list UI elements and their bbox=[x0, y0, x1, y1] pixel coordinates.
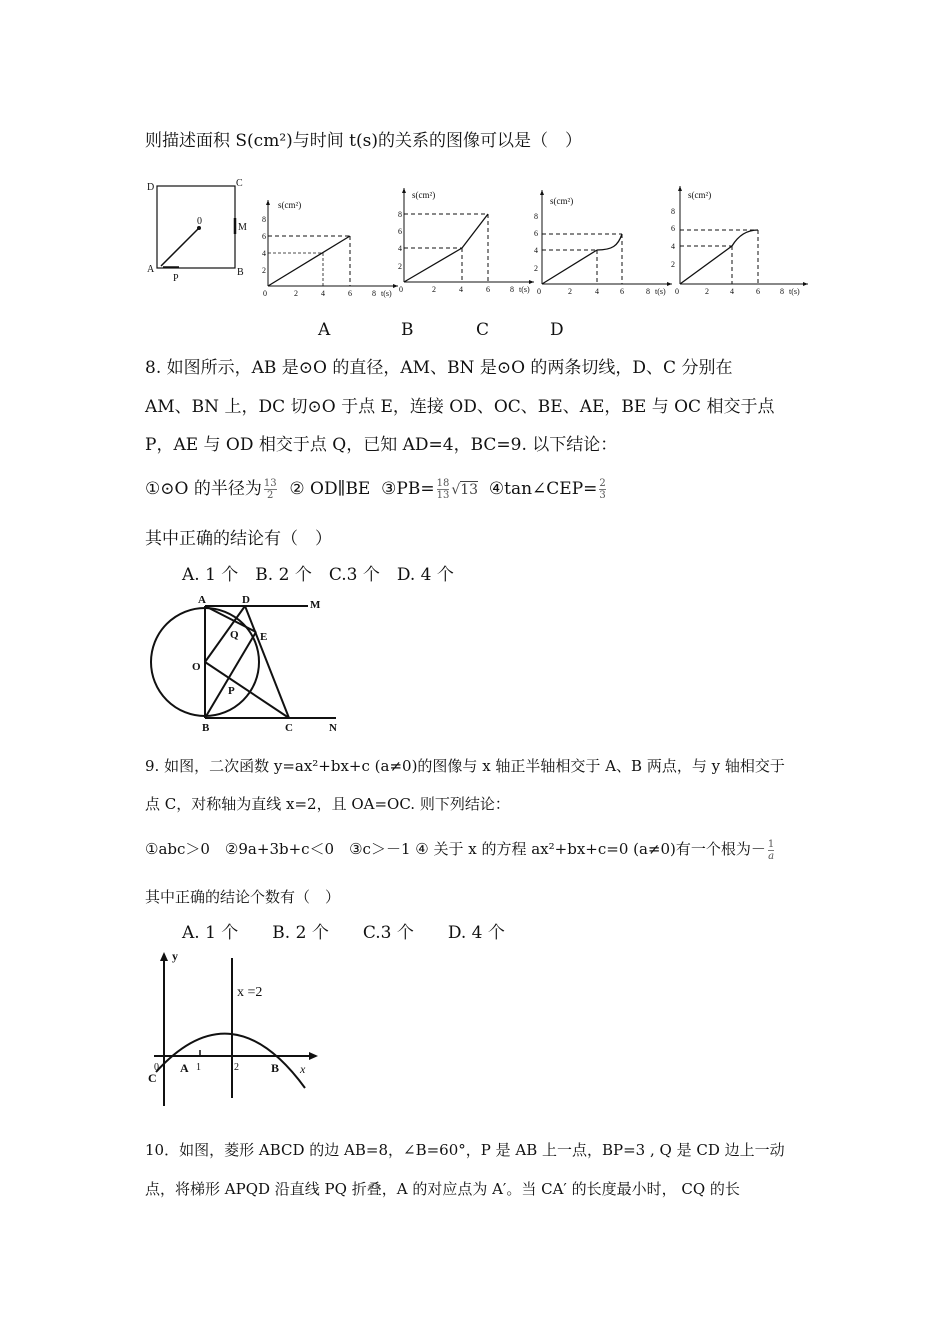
svg-text:6: 6 bbox=[486, 285, 490, 294]
svg-text:s(cm²): s(cm²) bbox=[412, 190, 436, 200]
svg-text:2: 2 bbox=[534, 264, 538, 273]
svg-text:4: 4 bbox=[671, 242, 675, 251]
svg-text:6: 6 bbox=[398, 227, 402, 236]
svg-text:t(s): t(s) bbox=[381, 289, 392, 298]
svg-text:B: B bbox=[202, 722, 210, 734]
fraction: $\frac{18}{13}$ bbox=[436, 478, 450, 501]
svg-text:t(s): t(s) bbox=[519, 285, 530, 294]
svg-text:t(s): t(s) bbox=[789, 287, 800, 296]
q9-line2: 点 C，对称轴为直线 x=2，且 OA=OC. 则下列结论： bbox=[145, 795, 510, 813]
svg-text:6: 6 bbox=[348, 289, 352, 298]
option-label-a: A bbox=[318, 320, 331, 340]
svg-text:C: C bbox=[285, 722, 293, 734]
q7-square-figure bbox=[145, 178, 255, 288]
label-C: C bbox=[236, 178, 243, 189]
svg-text:E: E bbox=[260, 631, 268, 643]
svg-text:2: 2 bbox=[398, 262, 402, 271]
q8-line2: AM、BN 上，DC 切⊙O 于点 E，连接 OD、OC、BE、AE，BE 与 OC 相交于点 bbox=[145, 397, 775, 417]
svg-text:0: 0 bbox=[263, 289, 267, 298]
svg-text:P: P bbox=[228, 685, 235, 697]
label-M: M bbox=[238, 222, 247, 233]
q8-conclusions: ①⊙O 的半径为 $\frac{13}{2}$ ② OD∥BE ③PB= $\frac{18}{13}$ √13 ④tan∠CEP= $\frac{2}{3}$ bbox=[145, 478, 606, 501]
q9-question: 其中正确的结论个数有（ ） bbox=[145, 888, 341, 906]
graph-a bbox=[262, 198, 402, 304]
svg-text:0: 0 bbox=[399, 285, 403, 294]
svg-text:D: D bbox=[242, 594, 250, 606]
svg-text:N: N bbox=[329, 722, 337, 734]
svg-text:6: 6 bbox=[534, 229, 538, 238]
svg-text:M: M bbox=[310, 599, 321, 611]
fraction: $\frac{13}{2}$ bbox=[263, 478, 277, 501]
svg-text:2: 2 bbox=[234, 1062, 239, 1073]
q8-circle-figure bbox=[148, 592, 348, 734]
svg-text:4: 4 bbox=[321, 289, 325, 298]
label-P: P bbox=[173, 273, 179, 284]
svg-text:6: 6 bbox=[620, 287, 624, 296]
svg-text:4: 4 bbox=[730, 287, 734, 296]
option-label-b: B bbox=[401, 320, 414, 340]
svg-text:8: 8 bbox=[398, 210, 402, 219]
label-O: 0 bbox=[197, 216, 202, 227]
svg-text:6: 6 bbox=[671, 224, 675, 233]
graph-d bbox=[670, 182, 810, 298]
svg-text:8: 8 bbox=[780, 287, 784, 296]
svg-text:A: A bbox=[180, 1061, 189, 1075]
svg-text:0: 0 bbox=[675, 287, 679, 296]
svg-text:2: 2 bbox=[705, 287, 709, 296]
svg-text:8: 8 bbox=[510, 285, 514, 294]
svg-text:0: 0 bbox=[537, 287, 541, 296]
q8-options: A. 1 个 B. 2 个 C.3 个 D. 4 个 bbox=[182, 565, 454, 585]
svg-text:4: 4 bbox=[262, 249, 266, 258]
svg-text:2: 2 bbox=[671, 260, 675, 269]
svg-text:8: 8 bbox=[646, 287, 650, 296]
svg-text:2: 2 bbox=[568, 287, 572, 296]
q8-question: 其中正确的结论有（ ） bbox=[145, 529, 332, 549]
svg-text:2: 2 bbox=[432, 285, 436, 294]
fraction: $\frac{1}{a}$ bbox=[767, 838, 775, 862]
svg-text:t(s): t(s) bbox=[655, 287, 666, 296]
svg-text:8: 8 bbox=[534, 212, 538, 221]
svg-text:8: 8 bbox=[671, 207, 675, 216]
svg-text:s(cm²): s(cm²) bbox=[550, 196, 574, 206]
q8-line1: 8. 如图所示，AB 是⊙O 的直径，AM、BN 是⊙O 的两条切线，D、C 分别在 bbox=[145, 358, 733, 378]
q8-line3: P，AE 与 OD 相交于点 Q，已知 AD=4，BC=9. 以下结论： bbox=[145, 435, 618, 455]
svg-text:s(cm²): s(cm²) bbox=[278, 200, 302, 210]
q9-options: A. 1 个 B. 2 个 C.3 个 D. 4 个 bbox=[182, 923, 505, 943]
q7-text: 则描述面积 S(cm²)与时间 t(s)的关系的图像可以是（ ） bbox=[145, 131, 582, 151]
svg-text:4: 4 bbox=[398, 244, 402, 253]
q9-parabola-figure bbox=[140, 948, 330, 1110]
svg-text:4: 4 bbox=[595, 287, 599, 296]
svg-text:6: 6 bbox=[756, 287, 760, 296]
svg-text:4: 4 bbox=[534, 246, 538, 255]
svg-text:C: C bbox=[148, 1071, 157, 1085]
q9-line1: 9. 如图，二次函数 y=ax²+bx+c (a≠0)的图像与 x 轴正半轴相交于 A、B 两点，与 y 轴相交于 bbox=[145, 757, 785, 775]
svg-text:8: 8 bbox=[372, 289, 376, 298]
graph-c bbox=[534, 188, 674, 298]
label-B: B bbox=[237, 267, 244, 278]
svg-text:s(cm²): s(cm²) bbox=[688, 190, 712, 200]
q10-line2: 点，将梯形 APQD 沿直线 PQ 折叠，A 的对应点为 A′。当 CA′ 的长度最小时， CQ 的长 bbox=[145, 1180, 740, 1198]
fraction: $\frac{2}{3}$ bbox=[599, 478, 606, 501]
svg-text:O: O bbox=[192, 661, 201, 673]
svg-text:1: 1 bbox=[196, 1062, 201, 1073]
label-A: A bbox=[147, 264, 155, 275]
svg-text:6: 6 bbox=[262, 232, 266, 241]
svg-text:A: A bbox=[198, 594, 206, 606]
svg-text:2: 2 bbox=[262, 266, 266, 275]
svg-text:x: x bbox=[300, 1062, 306, 1076]
svg-text:8: 8 bbox=[262, 215, 266, 224]
q10-line1: 10．如图，菱形 ABCD 的边 AB=8，∠B=60°，P 是 AB 上一点，BP=3 , Q 是 CD 边上一动 bbox=[145, 1141, 785, 1159]
svg-text:x =2: x =2 bbox=[237, 985, 263, 1000]
label-D: D bbox=[147, 182, 155, 193]
svg-text:Q: Q bbox=[230, 629, 239, 641]
option-label-c: C bbox=[476, 320, 490, 340]
option-label-d: D bbox=[550, 320, 564, 340]
svg-text:y: y bbox=[172, 949, 178, 963]
svg-text:4: 4 bbox=[459, 285, 463, 294]
svg-text:2: 2 bbox=[294, 289, 298, 298]
graph-b bbox=[398, 186, 538, 298]
svg-text:B: B bbox=[271, 1061, 280, 1075]
svg-text:0: 0 bbox=[154, 1062, 159, 1073]
q9-conclusions: ①abc＞0 ②9a+3b+c＜0 ③c＞－1 ④ 关于 x 的方程 ax²+bx+c=0 (a≠0)有一个根为－ $\frac{1}{a}$ bbox=[145, 838, 775, 862]
